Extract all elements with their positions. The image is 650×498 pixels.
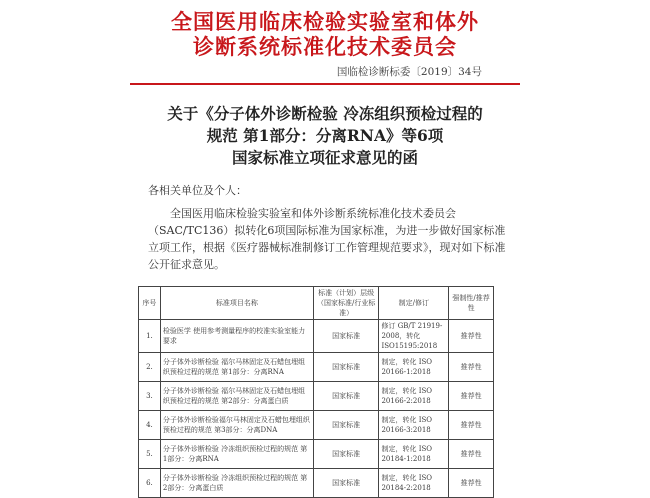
table-row xyxy=(139,320,494,353)
table-row xyxy=(139,382,494,411)
title-line2: 规范 第1部分：分离RNA》等6项 xyxy=(206,126,444,145)
title-line1: 关于《分子体外诊断检验 冷冻组织预检过程的 xyxy=(167,104,483,123)
cell-type: 制定，转化 ISO 20184-2:2018 xyxy=(379,469,449,498)
header-type: 制定/修订 xyxy=(379,287,449,320)
cell-force: 推荐性 xyxy=(449,411,494,440)
table-header-row xyxy=(139,287,494,320)
greeting: 各相关单位及个人： xyxy=(148,184,247,197)
cell-no: 6. xyxy=(139,469,161,498)
cell-name: 分子体外诊断检验 福尔马林固定及石蜡包埋组织预检过程的规范 第1部分：分离RNA xyxy=(160,353,313,382)
cell-no: 5. xyxy=(139,440,161,469)
table-row xyxy=(139,440,494,469)
document-number: 国临检诊断标委〔2019〕34号 xyxy=(336,66,482,78)
title-line3: 国家标准立项征求意见的函 xyxy=(231,148,418,167)
cell-no: 2. xyxy=(139,353,161,382)
org-name-line1: 全国医用临床检验实验室和体外 xyxy=(171,10,479,34)
body-paragraph: 全国医用临床检验实验室和体外诊断系统标准化技术委员会（SAC/TC136）拟转化6项国际标准为国家标准，为进一步做好国家标准立项工作，根据《医疗器械标准制修订工作管理规范要求》，现对如下标准公开征求意见。 xyxy=(148,207,506,271)
cell-level: 国家标准 xyxy=(313,440,379,469)
cell-name: 分子体外诊断检验 冷冻组织预检过程的规范 第1部分：分离RNA xyxy=(160,440,313,469)
cell-name: 分子体外诊断检验福尔马林固定及石蜡包埋组织预检过程的规范 第3部分：分离DNA xyxy=(160,411,313,440)
cell-name: 检验医学 使用参考测量程序的校准实验室能力要求 xyxy=(160,320,313,353)
table-row xyxy=(139,353,494,382)
cell-type: 制定，转化 ISO 20166-1:2018 xyxy=(379,353,449,382)
cell-name: 分子体外诊断检验 福尔马林固定及石蜡包埋组织预检过程的规范 第2部分：分离蛋白质 xyxy=(160,382,313,411)
header-level: 标准（计划）层级（国家标准/行业标准） xyxy=(313,287,379,320)
cell-level: 国家标准 xyxy=(313,382,379,411)
cell-no: 1. xyxy=(139,320,161,353)
header-divider xyxy=(130,83,520,85)
cell-force: 推荐性 xyxy=(449,469,494,498)
table-row xyxy=(139,469,494,498)
cell-level: 国家标准 xyxy=(313,411,379,440)
cell-force: 推荐性 xyxy=(449,440,494,469)
header-name: 标准项目名称 xyxy=(160,287,313,320)
cell-no: 4. xyxy=(139,411,161,440)
cell-type: 制定，转化 ISO 20166-3:2018 xyxy=(379,411,449,440)
cell-level: 国家标准 xyxy=(313,320,379,353)
cell-type: 修订 GB/T 21919-2008，转化ISO15195:2018 xyxy=(379,320,449,353)
header-force: 强制性/推荐性 xyxy=(449,287,494,320)
cell-level: 国家标准 xyxy=(313,353,379,382)
cell-type: 制定，转化 ISO 20184-1:2018 xyxy=(379,440,449,469)
cell-force: 推荐性 xyxy=(449,353,494,382)
standards-table xyxy=(138,286,494,498)
document-page xyxy=(128,0,522,492)
cell-no: 3. xyxy=(139,382,161,411)
cell-name: 分子体外诊断检验 冷冻组织预检过程的规范 第2部分：分离蛋白质 xyxy=(160,469,313,498)
org-name-line2: 诊断系统标准化技术委员会 xyxy=(193,35,457,59)
cell-level: 国家标准 xyxy=(313,469,379,498)
cell-type: 制定，转化 ISO 20166-2:2018 xyxy=(379,382,449,411)
cell-force: 推荐性 xyxy=(449,320,494,353)
header-no: 序号 xyxy=(139,287,161,320)
table-row xyxy=(139,411,494,440)
cell-force: 推荐性 xyxy=(449,382,494,411)
